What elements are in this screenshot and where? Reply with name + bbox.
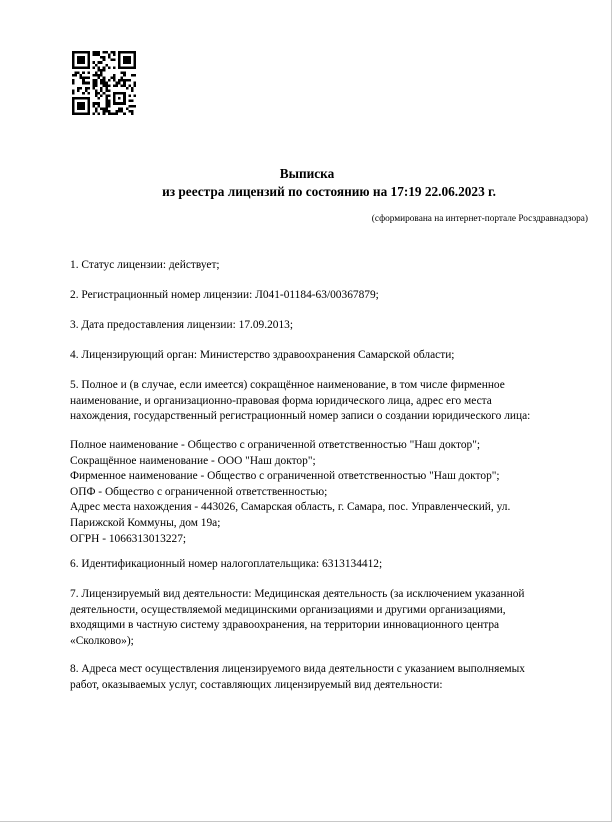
licensed-activity (70, 587, 590, 649)
qr-code (72, 51, 136, 115)
address-line-cont: Парижской Коммуны, дом 19а; (70, 516, 221, 529)
ogrn-line: ОГРН - 1066313013227; (70, 532, 187, 545)
license-status: 1. Статус лицензии: действует; (70, 259, 220, 271)
licensing-authority: 4. Лицензирующий орган: Министерство здравоохранения Самарской области; (70, 349, 455, 361)
document-title: Выписка (279, 166, 335, 181)
text-line: «Сколково»); (70, 634, 134, 647)
issue-date: 3. Дата предоставления лицензии: 17.09.2013; (70, 319, 294, 331)
taxpayer-id: 6. Идентификационный номер налогоплательщика: 6313134412; (70, 558, 383, 570)
text-line: 5. Полное и (в случае, если имеется) сокращённое наименование, в том числе фирменное (70, 379, 505, 391)
activity-addresses (70, 662, 590, 693)
text-line: входящими в частную систему здравоохранения, на территории инновационного центра (70, 619, 500, 632)
document-subtitle: из реестра лицензий по состоянию на 17:19 22.06.2023 г. (162, 184, 496, 199)
text-line: 8. Адреса мест осуществления лицензируемого вида деятельности с указанием выполняемых (70, 663, 525, 675)
text-line: работ, оказываемых услуг, составляющих лицензируемый вид деятельности: (70, 678, 443, 691)
legal-form-line: ОПФ - Общество с ограниченной ответственностью; (70, 485, 328, 498)
entity-name-heading (70, 378, 590, 425)
source-note: (сформирована на интернет-портале Росздравнадзора) (371, 214, 588, 224)
full-name-line: Полное наименование - Общество с ограниченной ответственностью "Наш доктор"; (70, 439, 481, 451)
text-line: деятельности, осуществляемой медицинскими организациями и другими организациями, (70, 603, 506, 616)
entity-details (70, 438, 590, 547)
text-line: наименование, и организационно-правовая форма юридического лица, адрес его места (70, 394, 492, 407)
registration-number: 2. Регистрационный номер лицензии: Л041-01184-63/00367879; (70, 289, 379, 301)
text-line: 7. Лицензируемый вид деятельности: Медицинская деятельность (за исключением указанной (70, 588, 525, 600)
brand-name-line: Фирменное наименование - Общество с ограниченной ответственностью "Наш доктор"; (70, 470, 500, 483)
text-line: нахождения, государственный регистрационный номер записи о создании юридического лица: (70, 410, 531, 423)
short-name-line: Сокращённое наименование - ООО "Наш доктор"; (70, 454, 316, 467)
address-line: Адрес места нахождения - 443026, Самарская область, г. Самара, пос. Управленческий, ул. (70, 501, 511, 514)
